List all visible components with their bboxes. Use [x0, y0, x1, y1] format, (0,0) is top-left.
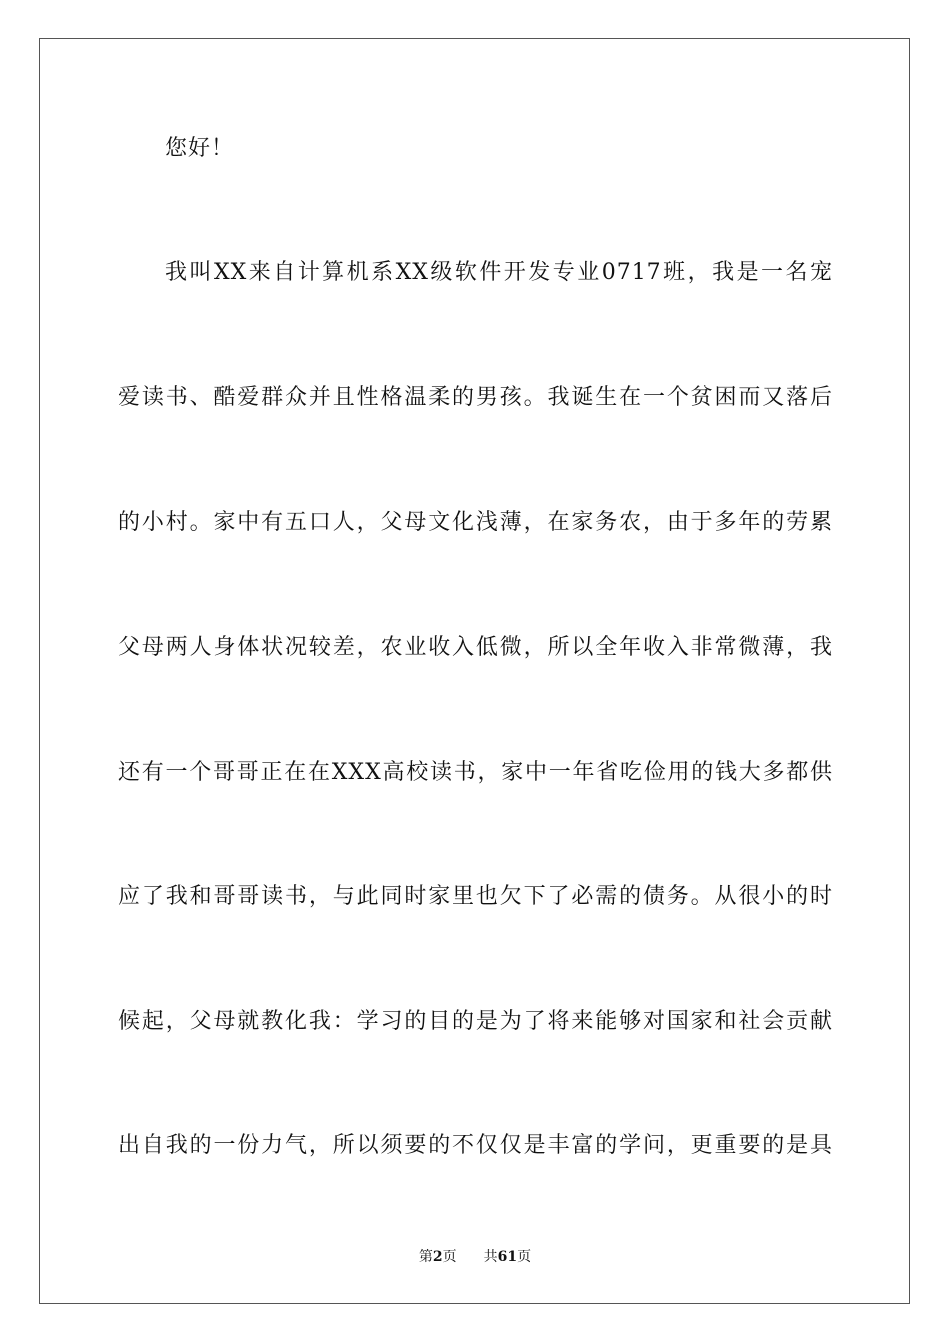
body-line-7: 候起，父母就教化我：学习的目的是为了将来能够对国家和社会贡献 — [118, 1009, 833, 1034]
page-number: 2 — [432, 1249, 443, 1265]
body-line-4: 父母两人身体状况较差，农业收入低微，所以全年收入非常微薄，我 — [118, 635, 833, 660]
greeting-line: 您好！ — [165, 136, 235, 161]
page-footer — [0, 1248, 950, 1266]
total-prefix: 共 — [483, 1249, 498, 1265]
total-indicator — [484, 1248, 531, 1266]
total-suffix: 页 — [517, 1249, 532, 1265]
page-prefix: 第 — [418, 1249, 433, 1265]
body-line-8: 出自我的一份力气，所以须要的不仅仅是丰富的学问，更重要的是具 — [118, 1133, 833, 1158]
body-line-6: 应了我和哥哥读书，与此同时家里也欠下了必需的债务。从很小的时 — [118, 884, 833, 909]
total-number: 61 — [497, 1249, 518, 1265]
body-line-3: 的小村。家中有五口人，父母文化浅薄，在家务农，由于多年的劳累 — [118, 510, 833, 535]
body-line-2: 爱读书、酷爱群众并且性格温柔的男孩。我诞生在一个贫困而又落后 — [118, 385, 833, 410]
body-line-5: 还有一个哥哥正在在XXX高校读书，家中一年省吃俭用的钱大多都供 — [118, 760, 833, 785]
page-suffix: 页 — [442, 1249, 457, 1265]
page-border — [39, 38, 910, 1304]
page-indicator — [419, 1248, 457, 1266]
body-line-1: 我叫XX来自计算机系XX级软件开发专业0717班，我是一名宠 — [165, 260, 833, 285]
